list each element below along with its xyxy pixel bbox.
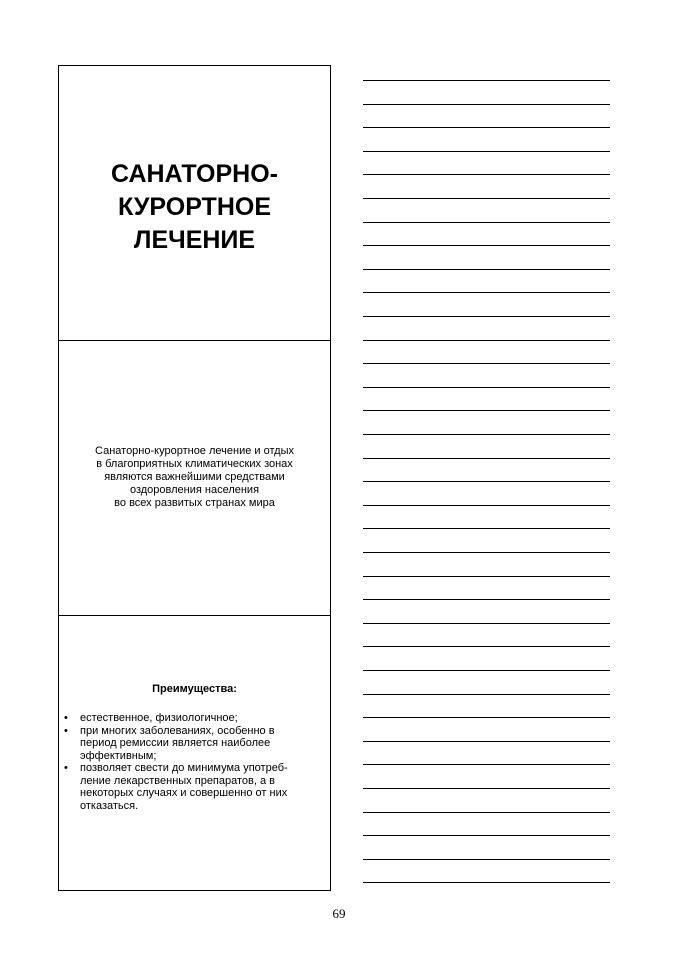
note-line bbox=[363, 340, 610, 341]
note-line bbox=[363, 363, 610, 364]
note-line bbox=[363, 670, 610, 671]
note-line bbox=[363, 717, 610, 718]
title-line: САНАТОРНО- bbox=[111, 160, 278, 188]
note-line bbox=[363, 151, 610, 152]
note-line bbox=[363, 741, 610, 742]
slides-column bbox=[58, 65, 331, 891]
notes-lines bbox=[363, 80, 610, 884]
note-line bbox=[363, 458, 610, 459]
item-line: некоторых случаях и совершенно от них bbox=[80, 787, 288, 799]
note-line bbox=[363, 245, 610, 246]
item-line: • при многих заболеваниях, особенно в bbox=[80, 724, 275, 737]
note-line bbox=[363, 788, 610, 789]
note-line bbox=[363, 646, 610, 647]
text-line: во всех развитых странах мира bbox=[114, 497, 275, 509]
advantages-list bbox=[64, 712, 322, 812]
note-line bbox=[363, 882, 610, 883]
note-line bbox=[363, 812, 610, 813]
item-line: • позволяет свести до минимума употреб- bbox=[80, 762, 288, 774]
slide-3 bbox=[59, 615, 330, 890]
slide-1 bbox=[59, 66, 330, 340]
note-line bbox=[363, 859, 610, 860]
list-item bbox=[64, 762, 322, 812]
item-line: • естественное, физиологичное; bbox=[80, 712, 238, 724]
note-line bbox=[363, 505, 610, 506]
note-line bbox=[363, 174, 610, 175]
title-line: ЛЕЧЕНИЕ bbox=[133, 226, 256, 254]
text-line: в благоприятных климатических зонах bbox=[96, 458, 293, 470]
note-line bbox=[363, 835, 610, 836]
note-line bbox=[363, 694, 610, 695]
note-line bbox=[363, 269, 610, 270]
page-number: 69 bbox=[332, 906, 346, 921]
item-line: отказаться. bbox=[80, 799, 139, 812]
note-line bbox=[363, 623, 610, 624]
note-line bbox=[363, 387, 610, 388]
note-line bbox=[363, 552, 610, 553]
item-line: период ремиссии является наиболее bbox=[80, 737, 271, 749]
slide-body-text bbox=[69, 445, 320, 510]
text-line: оздоровления населения bbox=[129, 484, 260, 496]
note-line bbox=[363, 576, 610, 577]
note-line bbox=[363, 528, 610, 529]
note-line bbox=[363, 222, 610, 223]
item-line: эффективным; bbox=[80, 749, 157, 762]
note-line bbox=[363, 481, 610, 482]
note-line bbox=[363, 764, 610, 765]
slide-2 bbox=[59, 340, 330, 615]
note-line bbox=[363, 80, 610, 81]
note-line bbox=[363, 316, 610, 317]
note-line bbox=[363, 104, 610, 105]
note-line bbox=[363, 434, 610, 435]
text-line: Санаторно-курортное лечение и отдых bbox=[95, 445, 294, 457]
item-line: ление лекарственных препаратов, а в bbox=[80, 774, 276, 787]
note-line bbox=[363, 127, 610, 128]
slide-title bbox=[59, 158, 330, 257]
list-item bbox=[64, 712, 322, 725]
note-line bbox=[363, 599, 610, 600]
title-line: КУРОРТНОЕ bbox=[117, 193, 271, 221]
advantages-heading: Преимущества: bbox=[152, 683, 237, 695]
note-line bbox=[363, 292, 610, 293]
list-item bbox=[64, 725, 322, 763]
note-line bbox=[363, 410, 610, 411]
text-line: являются важнейшими средствами bbox=[104, 471, 285, 483]
note-line bbox=[363, 198, 610, 199]
